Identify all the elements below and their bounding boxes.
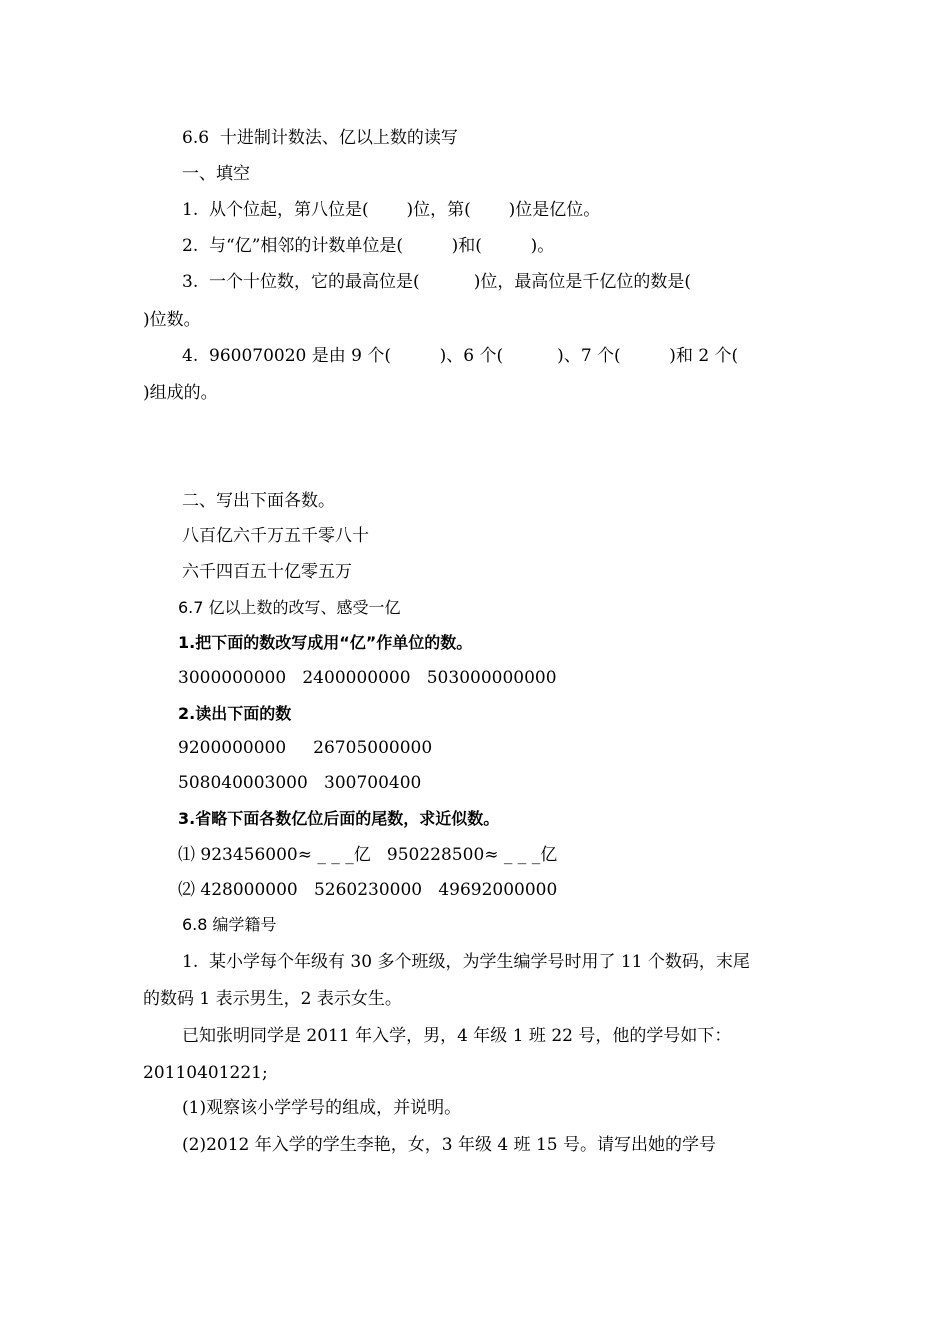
- part2-item-1: 八百亿六千万五千零八十: [182, 526, 369, 546]
- question-1: 1. 从个位起，第八位是( )位，第( )位是亿位。: [182, 200, 601, 220]
- question-3-line-1: 3. 一个十位数，它的最高位是( )位，最高位是千亿位的数是(: [182, 272, 691, 292]
- q3-line-2: ⑵ 428000000 5260230000 49692000000: [178, 880, 558, 900]
- sub-question-1: (1)观察该小学学号的组成，并说明。: [182, 1098, 462, 1118]
- q3-line-1: ⑴ 923456000≈ _ _ _亿 950228500≈ _ _ _亿: [178, 845, 558, 865]
- section-title-6-7: 6.7 亿以上数的改写、感受一亿: [178, 598, 401, 617]
- question-4-line-2: )组成的。: [143, 383, 218, 403]
- question-2: 2. 与“亿”相邻的计数单位是( )和( )。: [182, 236, 555, 256]
- part2-item-2: 六千四百五十亿零五万: [182, 562, 352, 582]
- section-title-6-8: 6.8 编学籍号: [182, 915, 277, 934]
- q1-numbers: 3000000000 2400000000 503000000000: [178, 668, 557, 688]
- q1-line-2: 的数码 1 表示男生，2 表示女生。: [143, 989, 402, 1009]
- known-line-1: 已知张明同学是 2011 年入学，男，4 年级 1 班 22 号，他的学号如下：: [182, 1026, 732, 1046]
- question-3-line-2: )位数。: [143, 310, 201, 330]
- q2-numbers-line-2: 508040003000 300700400: [178, 773, 422, 793]
- q1-line-1: 1. 某小学每个年级有 30 多个班级，为学生编学号时用了 11 个数码，末尾: [182, 952, 750, 972]
- question-4-line-1: 4. 960070020 是由 9 个( )、6 个( )、7 个( )和 2 个(: [182, 346, 739, 366]
- sub-question-2: (2)2012 年入学的学生李艳，女，3 年级 4 班 15 号。请写出她的学号: [182, 1135, 717, 1155]
- q1-prompt: 1.把下面的数改写成用“亿”作单位的数。: [178, 633, 473, 652]
- q3-prompt: 3.省略下面各数亿位后面的尾数，求近似数。: [178, 809, 500, 828]
- section-title-6-6: 6.6 十进制计数法、亿以上数的读写: [182, 128, 458, 148]
- q2-numbers-line-1: 9200000000 26705000000: [178, 738, 433, 758]
- q2-prompt: 2.读出下面的数: [178, 704, 292, 723]
- part2-heading: 二、写出下面各数。: [182, 491, 335, 511]
- known-line-2: 20110401221;: [143, 1063, 268, 1083]
- part1-heading: 一、填空: [182, 164, 250, 184]
